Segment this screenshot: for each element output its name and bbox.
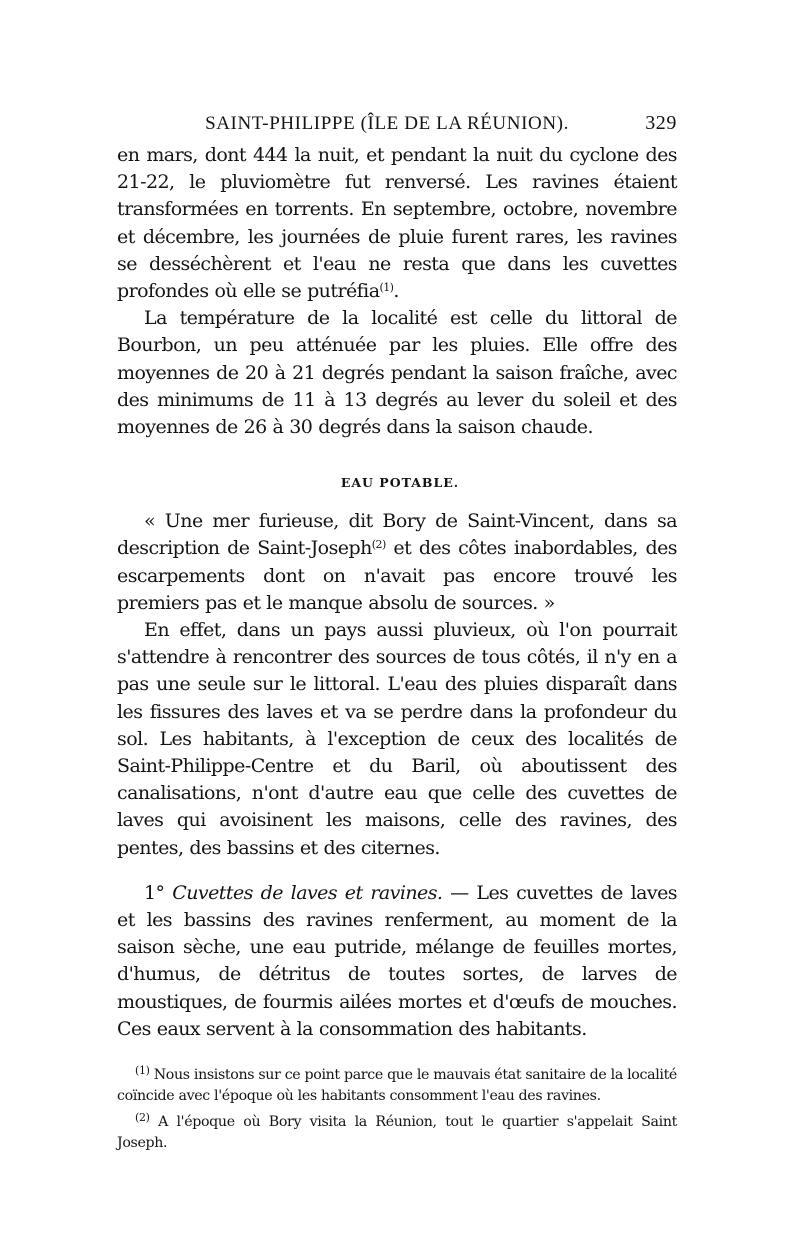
section-heading: EAU POTABLE. bbox=[340, 475, 460, 491]
item-text: Les cuvettes de laves et les bassins des ravines renferment, au moment de la saison sèche, une eau putride, mélange de feuilles mortes, d'humus, de détritus de toutes sortes, de larves de moustiques, de fourmis ailées mortes et d'œufs de mouches. Ces eaux servent à la consommation des habitants. bbox=[117, 881, 677, 1040]
paragraph-temperature: La température de la localité est celle du littoral de Bourbon, un peu atténuée par les pluies. Elle offre des moyennes de 20 à 21 degrés pendant la saison fraîche, avec des minimums de 11 à 13 degrés au lever du soleil et des moyennes de 26 à 30 degrés dans la saison chaude. bbox=[117, 307, 677, 439]
paragraph-cuvettes bbox=[117, 880, 677, 1043]
footnote-ref-2[interactable]: (2) bbox=[371, 538, 386, 552]
footnote-text: Nous insistons sur ce point parce que le mauvais état sanitaire de la localité coïncide avec l'époque où les habitants consomment l'eau des ravines. bbox=[117, 1067, 677, 1105]
page-number: 329 bbox=[645, 112, 677, 134]
footnote-ref-1[interactable]: (1) bbox=[379, 281, 394, 295]
paragraph-rainfall-end: . bbox=[393, 280, 399, 303]
footnote-marker: (1) bbox=[135, 1064, 150, 1078]
footnote-marker: (2) bbox=[135, 1111, 150, 1125]
footnote-text: A l'époque où Bory visita la Réunion, tout le quartier s'appelait Saint Joseph. bbox=[117, 1114, 677, 1152]
em-dash: — bbox=[442, 881, 477, 904]
running-title: SAINT-PHILIPPE (ÎLE DE LA RÉUNION). bbox=[205, 113, 569, 134]
book-page bbox=[117, 112, 677, 1154]
quote-text-end: et des côtes inabordables, des escarpements dont on n'avait pas encore trouvé les premiers pas et le manque absolu de sources. » bbox=[117, 537, 677, 614]
item-title: Cuvettes de laves et ravines. bbox=[172, 881, 443, 904]
paragraph-sources: En effet, dans un pays aussi pluvieux, où l'on pourrait s'attendre à rencontrer des sources de tous côtés, il n'y en a pas une seule sur le littoral. L'eau des pluies disparaît dans les fissures des laves et va se perdre dans la profondeur du sol. Les habitants, à l'exception de ceux des localités de Saint-Philippe-Centre et du Baril, où aboutissent des canalisations, n'ont d'autre eau que celle des cuvettes de laves qui avoisinent les maisons, celle des ravines, des pentes, des bassins et des citernes. bbox=[117, 619, 677, 859]
paragraph-rainfall-text: en mars, dont 444 la nuit, et pendant la nuit du cyclone des 21-22, le pluviomètre fut renversé. Les ravines étaient transformées en torrents. En septembre, octobre, novembre et décembre, les journées de pluie furent rares, les ravines se desséchèrent et l'eau ne resta que dans les cuvettes profondes où elle se putréfia bbox=[117, 144, 677, 303]
footnote-2 bbox=[117, 1107, 677, 1154]
quote-text: « Une mer furieuse, dit Bory de Saint-Vincent, dans sa description de Saint-Joseph bbox=[117, 510, 677, 560]
footnotes bbox=[117, 1060, 677, 1154]
footnote-1 bbox=[117, 1060, 677, 1107]
paragraph-rainfall bbox=[117, 142, 677, 305]
paragraph-quote bbox=[117, 508, 677, 617]
running-header bbox=[117, 112, 677, 142]
item-number: 1° bbox=[144, 881, 165, 904]
